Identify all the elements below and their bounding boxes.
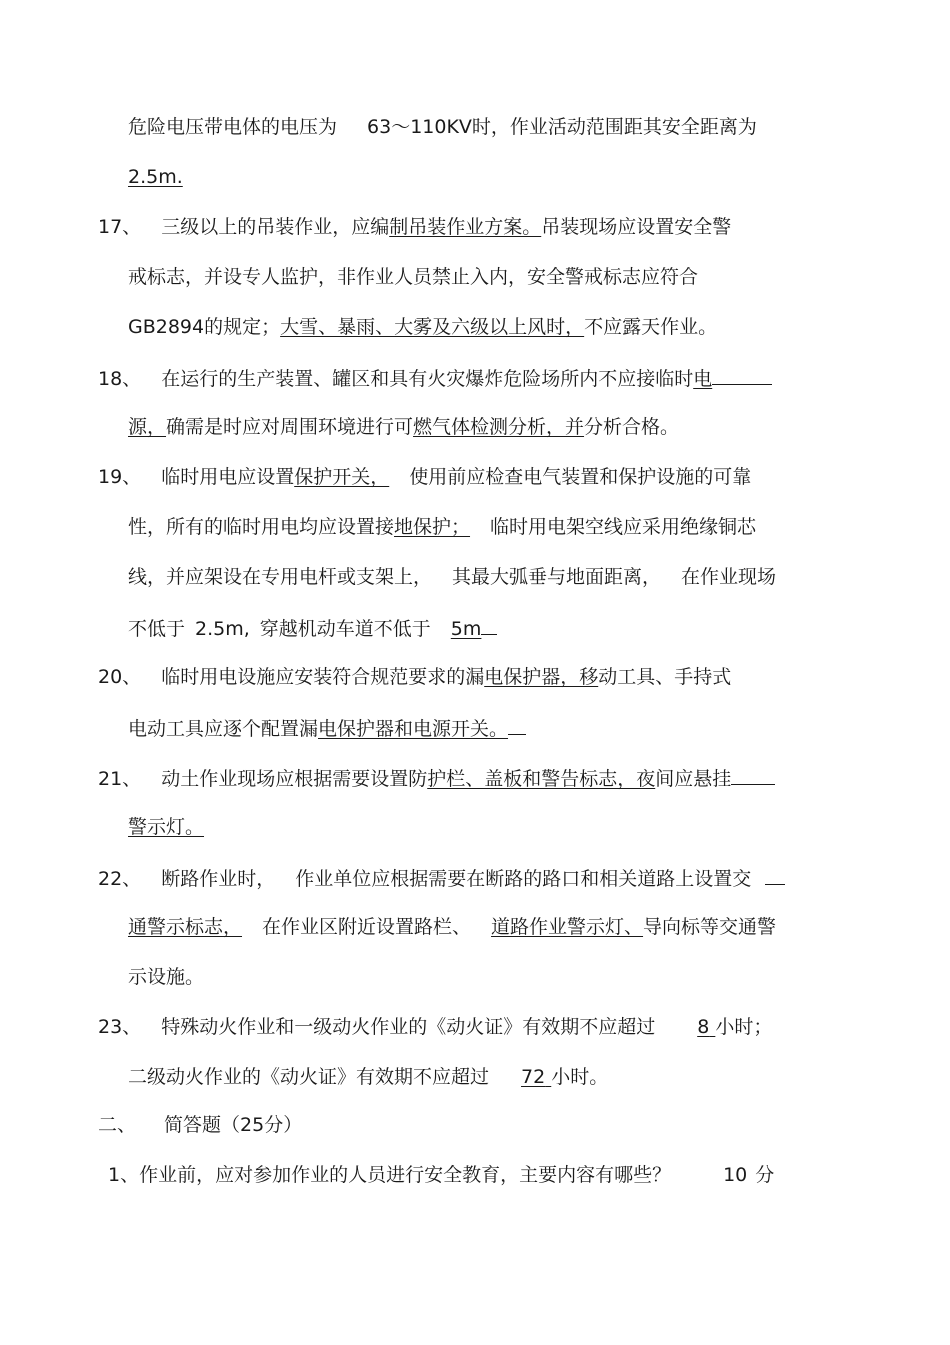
text-segment: 临时用电应设置 — [161, 466, 295, 488]
answer-fill: 道路作业警示灯、 — [491, 916, 644, 938]
question-18 — [98, 364, 772, 390]
text-segment: 性，所有的临时用电均应设置接 — [128, 516, 395, 538]
text-line — [128, 164, 183, 190]
text-segment: 线，并应架设在专用电杆或支架上， — [128, 566, 433, 588]
question-21 — [98, 764, 775, 790]
blank-line — [731, 764, 775, 785]
blank-line — [481, 614, 497, 635]
answer-fill: 地保护； — [394, 516, 471, 538]
text-segment: 吊装现场应设置安全警 — [541, 216, 732, 238]
text-segment: 三级以上的吊装作业，应编 — [161, 216, 390, 238]
text-segment: 导向标等交通警 — [643, 916, 777, 938]
text-line — [128, 114, 757, 140]
text-line — [128, 264, 698, 290]
text-segment: 间应悬挂 — [655, 768, 732, 790]
answer-fill: 电保护器和电源开关。 — [318, 718, 509, 740]
text-segment: GB2894的规定； — [128, 316, 281, 338]
question-number: 20、 — [98, 666, 142, 688]
text-segment: 2.5m, — [195, 618, 250, 640]
text-line — [128, 564, 776, 590]
text-line — [128, 414, 679, 440]
blank-line — [712, 364, 772, 385]
text-segment: 时，作业活动范围距其安全距离为 — [471, 116, 757, 138]
text-segment: 在作业区附近设置路栏、 — [262, 916, 472, 938]
text-segment: 特殊动火作业和一级动火作业的《动火证》有效期不应超过 — [161, 1016, 656, 1038]
text-segment: 不应露天作业。 — [584, 316, 718, 338]
text-segment: 在作业现场 — [681, 566, 777, 588]
text-segment: 二级动火作业的《动火证》有效期不应超过 — [128, 1066, 490, 1088]
text-segment: 小时。 — [551, 1066, 609, 1088]
text-segment: 不低于 — [128, 618, 186, 640]
question-19 — [98, 464, 751, 490]
text-line — [128, 1064, 608, 1090]
question-number: 23、 — [98, 1016, 142, 1038]
text-segment: 电动工具应逐个配置漏 — [128, 718, 319, 740]
section-heading — [98, 1112, 302, 1138]
text-segment: 危险电压带电体的电压为 — [128, 116, 338, 138]
answer-fill: 源， — [128, 416, 167, 438]
text-segment: 分） — [264, 1114, 303, 1136]
text-segment: 临时用电设施应安装符合规范要求的漏 — [161, 666, 485, 688]
answer-fill: 保护开关， — [294, 466, 390, 488]
question-22 — [98, 864, 785, 890]
blank-line — [765, 864, 785, 885]
text-segment: 使用前应检查电气装置和保护设施的可靠 — [409, 466, 752, 488]
section-title: 简答题（ — [164, 1114, 241, 1136]
text-segment: 小时； — [715, 1016, 773, 1038]
text-segment: 动工具、手持式 — [598, 666, 732, 688]
answer-fill: 燃气体检测分析，并 — [413, 416, 585, 438]
blank-line — [508, 714, 526, 735]
question-number: 21、 — [98, 768, 142, 790]
text-line — [128, 814, 204, 840]
question-number: 19、 — [98, 466, 142, 488]
answer-fill: 电 — [693, 368, 713, 390]
text-segment: 其最大弧垂与地面距离， — [452, 566, 662, 588]
section-score: 25 — [240, 1114, 265, 1136]
answer-fill: 制吊装作业方案。 — [389, 216, 542, 238]
text-line — [128, 914, 776, 940]
text-segment: 确需是时应对周围环境进行可 — [166, 416, 414, 438]
question-17 — [98, 214, 731, 240]
text-segment: 断路作业时， — [161, 868, 276, 890]
question-23 — [98, 1014, 772, 1040]
answer-fill: 通警示标志， — [128, 916, 243, 938]
text-line — [128, 514, 756, 540]
voltage-range: 63～110KV — [367, 116, 472, 138]
score-unit: 分 — [755, 1164, 775, 1186]
text-segment: 分析合格。 — [584, 416, 680, 438]
answer-fill: 5m — [450, 618, 482, 640]
text-line — [128, 614, 497, 640]
text-segment: 在运行的生产装置、罐区和具有火灾爆炸危险场所内不应接临时 — [161, 368, 694, 390]
text-segment: 穿越机动车道不低于 — [259, 618, 431, 640]
text-segment: 动土作业现场应根据需要设置防 — [161, 768, 428, 790]
answer-fill: 8 — [697, 1016, 710, 1038]
question-number: 18、 — [98, 368, 142, 390]
question-score: 10 — [723, 1164, 748, 1186]
answer-fill: 72 — [521, 1066, 546, 1088]
question-number: 22、 — [98, 868, 142, 890]
answer-fill: 2.5m. — [128, 166, 183, 188]
text-segment: 示设施。 — [128, 966, 205, 988]
question-short-1 — [108, 1162, 774, 1188]
text-segment: 戒标志，并设专人监护，非作业人员禁止入内，安全警戒标志应符合 — [128, 266, 699, 288]
question-20 — [98, 664, 731, 690]
text-segment: 作业单位应根据需要在断路的路口和相关道路上设置交 — [295, 868, 752, 890]
section-number: 二、 — [98, 1114, 137, 1136]
text-line — [128, 314, 717, 340]
answer-fill: 警示灯。 — [128, 816, 205, 838]
text-line — [128, 714, 526, 740]
text-line — [128, 964, 204, 990]
answer-fill: 护栏、盖板和警告标志，夜 — [427, 768, 656, 790]
text-segment: 临时用电架空线应采用绝缘铜芯 — [490, 516, 757, 538]
question-text: 1、作业前，应对参加作业的人员进行安全教育，主要内容有哪些？ — [108, 1164, 672, 1186]
question-number: 17、 — [98, 216, 142, 238]
answer-fill: 大雪、暴雨、大雾及六级以上风时， — [280, 316, 585, 338]
answer-fill: 电保护器，移 — [484, 666, 599, 688]
